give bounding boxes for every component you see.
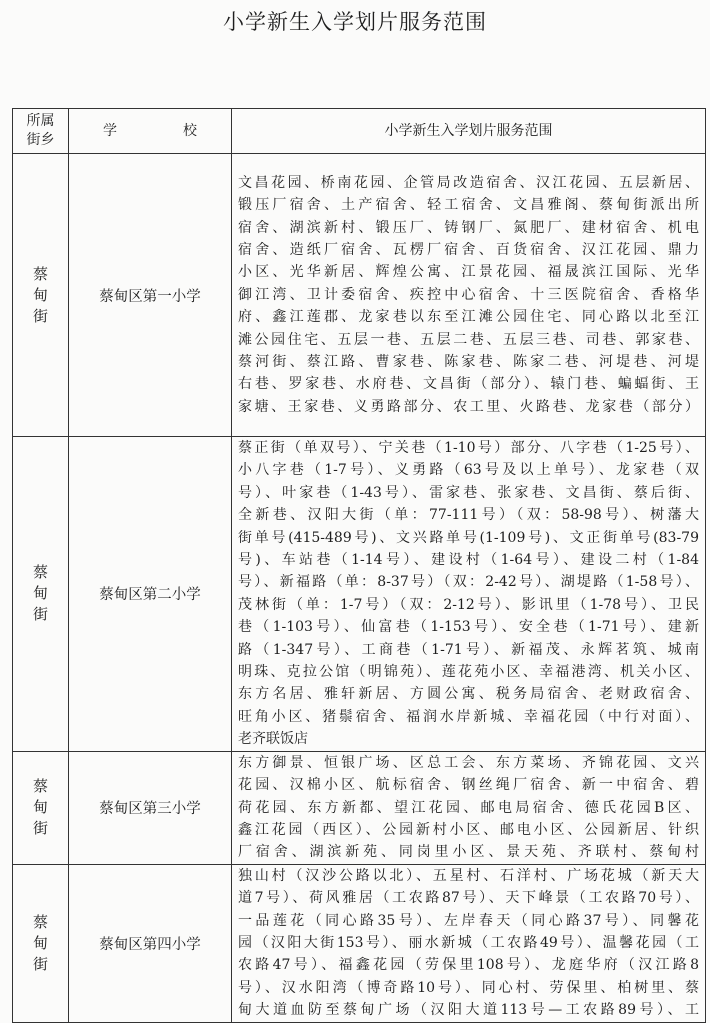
scope-cell: 独山村（汉沙公路以北）、五星村、石洋村、广场花城（新天大 道7号）、荷风雅居（工农路87号）、天下峰景（工农路70号）、 一品莲花（同心路35号）、左岸春天（同心路37号）、同馨花 园（汉阳大街153号）、丽水新城（工农路49号）、温馨花园（工 农路47号）、福鑫花园（劳保里108号）、龙庭华府（汉江路8 号）、汉水阳湾（博奇路10号）、同心村、劳保里、柏树里、蔡 甸大道血防至蔡甸广场（汉阳大道113号—工农路89号）、工 [232,864,706,1022]
school-cell: 蔡甸区第四小学 [69,864,232,1022]
school-cell: 蔡甸区第二小学 [69,437,232,752]
scope-cell: 蔡正街（单双号）、宁关巷（1-10号）部分、八字巷（1-25号）、 小八字巷（1-7号）、义勇路（63号及以上单号）、龙家巷（双 号）、叶家巷（1-43号）、雷家巷、张家巷、文昌街、蔡后街、 全新巷、汉阳大街（单：77-111号）（双：58-98号）、树藩大 街单号(415-489号)、文兴路单号(1-109号)、文正街单号(83-79 号)、车站巷（1-14号）、建设村（1-64号）、建设二村（1-84 号）、新福路（单：8-37号）（双：2-42号）、湖堤路（1-58号）、 茂林街（单：1-7号）（双：2-12号）、影讯里（1-78号）、卫民 巷（1-103号）、仙富巷（1-153号）、安全巷（1-71号）、建新 路（1-347号）、工商巷（1-71号）、新福茂、永辉茗筑、城南 明珠、克拉公馆（明锦苑）、莲花苑小区、幸福港湾、机关小区、 东方名居、雅轩新居、方圆公寓、税务局宿舍、老财政宿舍、 旺角小区、猪鬃宿舍、福润水岸新城、幸福花园（中行对面）、 老齐联饭店 [232,437,706,752]
street-cell: 蔡甸街 [13,437,69,752]
street-cell: 蔡甸街 [13,154,69,437]
header-street: 所属街乡 [13,109,69,154]
school-cell: 蔡甸区第三小学 [69,751,232,864]
table-row [13,864,706,1022]
table-row [13,437,706,752]
header-scope: 小学新生入学划片服务范围 [232,109,706,154]
street-cell: 蔡甸街 [13,751,69,864]
school-cell: 蔡甸区第一小学 [69,154,232,437]
scope-cell: 文昌花园、桥南花园、企管局改造宿舍、汉江花园、五层新居、 锻压厂宿舍、土产宿舍、轻工宿舍、文昌雅阁、蔡甸街派出所 宿舍、湖滨新村、锻压厂、铸钢厂、氮肥厂、建材宿舍、机电 宿舍、造纸厂宿舍、瓦楞厂宿舍、百货宿舍、汉江花园、鼎力 小区、光华新居、辉煌公寓、江景花园、福晟滨江国际、光华 御江湾、卫计委宿舍、疾控中心宿舍、十三医院宿舍、香格华 府、鑫江莲郡、龙家巷以东至江滩公园住宅、同心路以北至江 滩公园住宅、五层一巷、五层二巷、五层三巷、司巷、郭家巷、 蔡河街、蔡江路、曹家巷、陈家巷、陈家二巷、河堤巷、河堤 右巷、罗家巷、水府巷、文昌街（部分）、辕门巷、蝙蝠街、王 家塘、王家巷、义勇路部分、农工里、火路巷、龙家巷（部分） [232,154,706,437]
page-title: 小学新生入学划片服务范围 [223,10,487,34]
table-header-row [13,109,706,154]
table-row [13,751,706,864]
scope-cell: 东方御景、恒银广场、区总工会、东方菜场、齐锦花园、文兴 花园、汉棉小区、航标宿舍、钢丝绳厂宿舍、新一中宿舍、碧 荷花园、东方新都、望江花园、邮电局宿舍、德氏花园B区、 鑫江花园（西区）、公园新村小区、邮电小区、公园新居、针织 厂宿舍、湖滨新苑、同岗里小区、景天苑、齐联村、蔡甸村 [232,751,706,864]
service-area-table [12,108,706,1023]
table-row [13,154,706,437]
street-cell: 蔡甸街 [13,864,69,1022]
header-school: 学 校 [69,109,232,154]
